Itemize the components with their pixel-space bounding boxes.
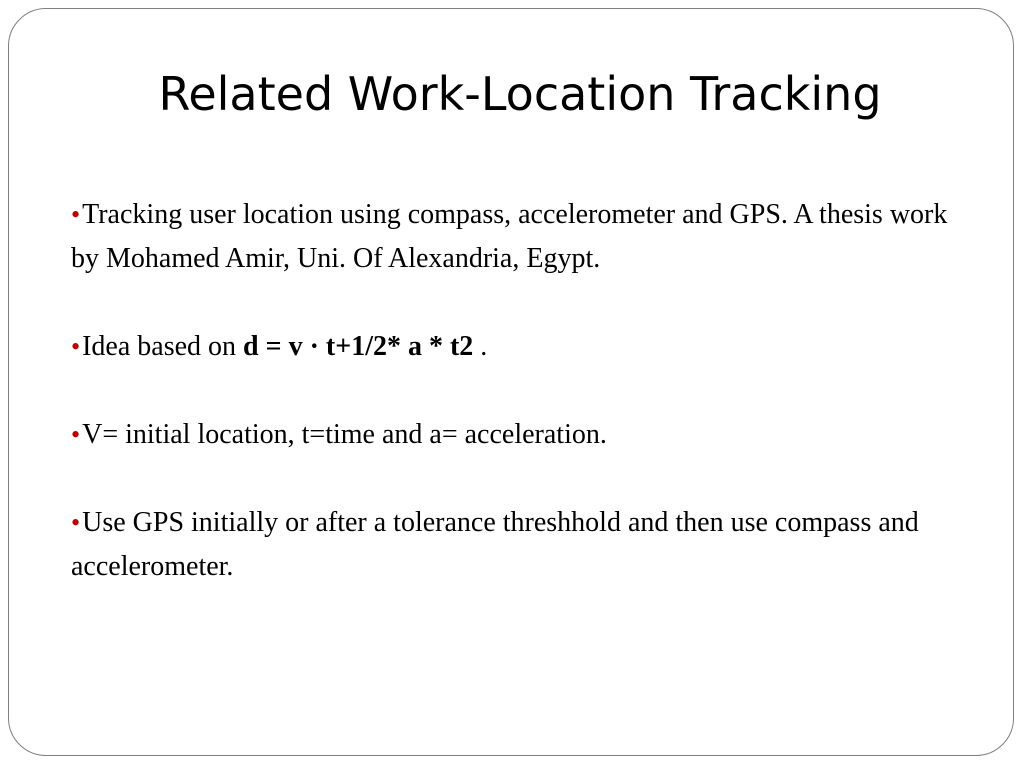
bullet-icon: • xyxy=(71,508,81,537)
bullet-item-gps xyxy=(71,501,971,589)
slide-frame xyxy=(8,8,1014,756)
slide-title: Related Work-Location Tracking xyxy=(158,67,882,121)
bullet-text: Use GPS initially or after a tolerance threshhold and then use compass and accelerometer. xyxy=(71,507,919,582)
bullet-item-idea xyxy=(71,325,971,369)
bullet-item-definitions xyxy=(71,413,971,457)
bullet-text: Tracking user location using compass, accelerometer and GPS. A thesis work by Mohamed Amir, Uni. Of Alexandria, Egypt. xyxy=(71,199,948,274)
bullet-text-suffix: . xyxy=(473,331,488,362)
bullet-text-prefix: Idea based on xyxy=(82,331,244,362)
bullet-icon: • xyxy=(71,332,81,361)
bullet-item-tracking xyxy=(71,193,971,281)
bullet-list xyxy=(71,193,971,633)
bullet-icon: • xyxy=(71,200,81,229)
bullet-text: V= initial location, t=time and a= acceleration. xyxy=(82,419,607,450)
bullet-icon: • xyxy=(71,420,81,449)
formula: d = v · t+1/2* a * t2 xyxy=(243,331,474,362)
